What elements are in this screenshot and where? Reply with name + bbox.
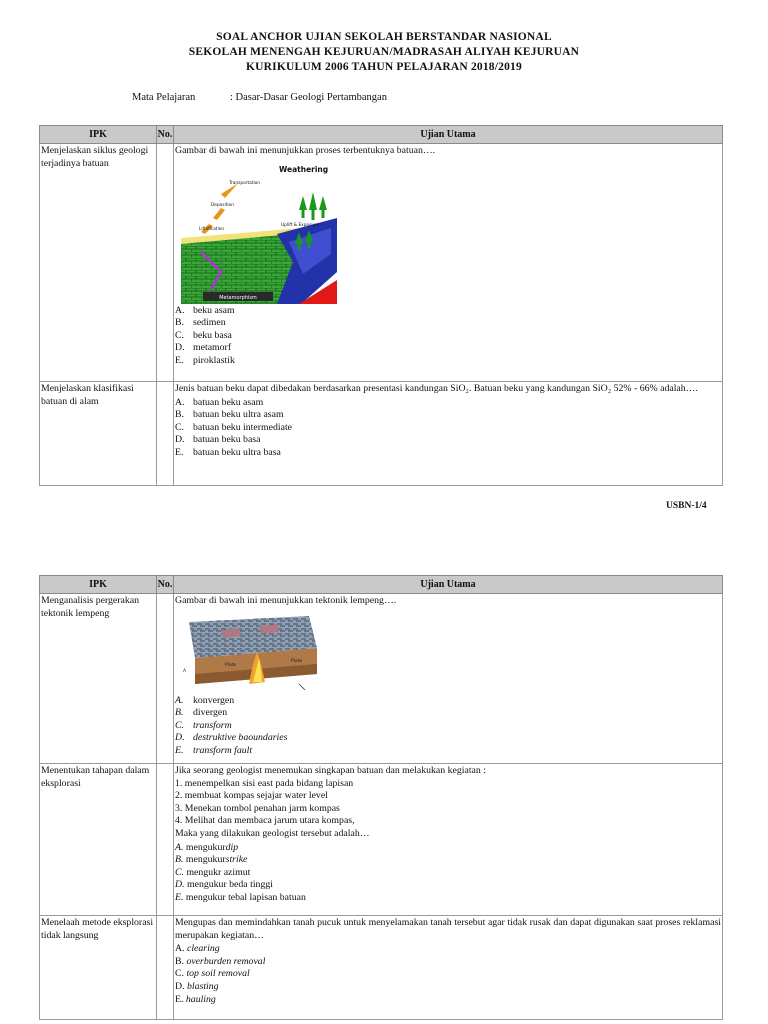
- option-d: D. blasting: [175, 980, 219, 992]
- option-a: A. beku asam: [175, 304, 235, 316]
- option-b: B. sedimen: [175, 317, 226, 329]
- uplift-label: Uplift & Exposure: [281, 222, 319, 228]
- question-prompt: Maka yang dilakukan geologist tersebut adalah…: [175, 827, 370, 839]
- ipk-cell: Menentukan tahapan dalam eksplorasi: [40, 764, 157, 916]
- option-a: A. batuan beku asam: [175, 396, 264, 408]
- option-c: C. mengukr azimut: [175, 866, 251, 878]
- options-list: [175, 943, 721, 1006]
- plate-left-label: Plate: [225, 662, 237, 668]
- subject-value: : Dasar-Dasar Geologi Pertambangan: [230, 92, 387, 103]
- option-c: C. batuan beku intermediate: [175, 421, 293, 433]
- header-title-line1: SOAL ANCHOR UJIAN SEKOLAH BERSTANDAR NASIONAL: [216, 31, 552, 43]
- header-title-line3: KURIKULUM 2006 TAHUN PELAJARAN 2018/2019: [246, 61, 522, 73]
- header-ipk: IPK: [40, 576, 157, 594]
- option-d: D. mengukur beda tinggi: [175, 879, 273, 891]
- option-e: E. hauling: [175, 993, 216, 1005]
- option-a: A. konvergen: [175, 694, 235, 706]
- question-text: Gambar di bawah ini menunjukkan tektonik lempeng….: [175, 595, 397, 606]
- option-c: C. transform: [175, 719, 232, 731]
- options-list: [175, 397, 721, 460]
- options-list: [175, 695, 721, 758]
- options-list: [175, 305, 721, 368]
- step-1: 1. menempelkan sisi east pada bidang lapisan: [175, 777, 354, 789]
- ipk-cell: Menganalisis pergerakan tektonik lempeng: [40, 594, 157, 764]
- header-no: No.: [157, 126, 174, 144]
- ipk-cell: Menjelaskan klasifikasi batuan di alam: [40, 382, 157, 486]
- question-cell: [174, 916, 723, 1020]
- option-c: C. beku basa: [175, 329, 232, 341]
- table-row: [40, 382, 723, 486]
- no-cell: [157, 916, 174, 1020]
- no-cell: [157, 594, 174, 764]
- metamorphism-label: Metamorphism: [219, 294, 257, 301]
- table-row: [40, 594, 723, 764]
- question-text: Gambar di bawah ini menunjukkan proses terbentuknya batuan….: [175, 145, 436, 156]
- subject-row: [132, 92, 387, 103]
- header-no: No.: [157, 576, 174, 594]
- no-cell: [157, 144, 174, 382]
- lithification-label: Lithification: [199, 226, 225, 232]
- header-ujian-utama: Ujian Utama: [174, 576, 723, 594]
- plate-right-label: Plate: [291, 658, 303, 664]
- option-e: E. piroklastik: [175, 354, 235, 366]
- question-cell: [174, 382, 723, 486]
- ipk-cell: Menelaah metode eksplorasi tidak langsung: [40, 916, 157, 1020]
- option-d: D. destruktive baoundaries: [175, 732, 288, 744]
- rock-cycle-figure: [181, 162, 337, 304]
- no-cell: [157, 382, 174, 486]
- option-d: D. metamorf: [175, 342, 232, 354]
- subject-label: Mata Pelajaran: [132, 92, 196, 103]
- weathering-label: Weathering: [279, 164, 329, 174]
- option-b: B. divergen: [175, 707, 228, 719]
- table-row: [40, 916, 723, 1020]
- option-b: B. mengukur strike: [175, 854, 248, 866]
- header-ipk: IPK: [40, 126, 157, 144]
- option-c: C. top soil removal: [175, 968, 250, 980]
- table-row: [40, 764, 723, 916]
- transportation-label: Transportation: [229, 180, 261, 186]
- table-row: [40, 144, 723, 382]
- question-intro: Jika seorang geologist menemukan singkapan batuan dan melakukan kegiatan :: [175, 765, 486, 776]
- options-list: [175, 842, 721, 905]
- option-e: E. mengukur tebal lapisan batuan: [175, 891, 306, 903]
- page-footer-code: USBN-1/4: [666, 501, 707, 511]
- deposition-label: Deposition: [211, 202, 234, 208]
- option-b: B. overburden removal: [175, 955, 266, 967]
- option-e: E. batuan beku ultra basa: [175, 446, 281, 458]
- header-title-line2: SEKOLAH MENENGAH KEJURUAN/MADRASAH ALIYAH KEJURUAN: [188, 46, 580, 58]
- document-header: [0, 30, 768, 75]
- step-3: 3. Menekan tombol penahan jarm kompas: [175, 802, 340, 814]
- point-a-label: A: [183, 668, 187, 674]
- question-cell: [174, 144, 723, 382]
- question-table-2: [39, 575, 723, 1020]
- option-e: E. transform fault: [175, 744, 253, 756]
- step-2: 2. membuat kompas sejajar water level: [175, 790, 328, 802]
- plate-tectonics-figure: [181, 612, 321, 694]
- header-ujian-utama: Ujian Utama: [174, 126, 723, 144]
- ipk-cell: Menjelaskan siklus geologi terjadinya batuan: [40, 144, 157, 382]
- option-b: B. batuan beku ultra asam: [175, 409, 284, 421]
- question-table-1: [39, 125, 723, 486]
- option-d: D. batuan beku basa: [175, 434, 261, 446]
- no-cell: [157, 764, 174, 916]
- option-a: A. clearing: [175, 943, 220, 955]
- question-cell: [174, 764, 723, 916]
- question-text: Mengupas dan memindahkan tanah pucuk untuk menyelamakan tanah tersebut agar tidak rusak dan dapat digunakan saat proses reklamasi merupakan kegiatan…: [175, 917, 721, 941]
- step-4: 4. Melihat dan membaca jarum utara kompas,: [175, 815, 355, 827]
- question-text: Jenis batuan beku dapat dibedakan berdasarkan presentasi kandungan SiO₂. Batuan beku yang kandungan SiO₂ 52% - 66% adalah….: [175, 383, 698, 394]
- option-a: A. mengukur dip: [175, 841, 239, 853]
- question-cell: [174, 594, 723, 764]
